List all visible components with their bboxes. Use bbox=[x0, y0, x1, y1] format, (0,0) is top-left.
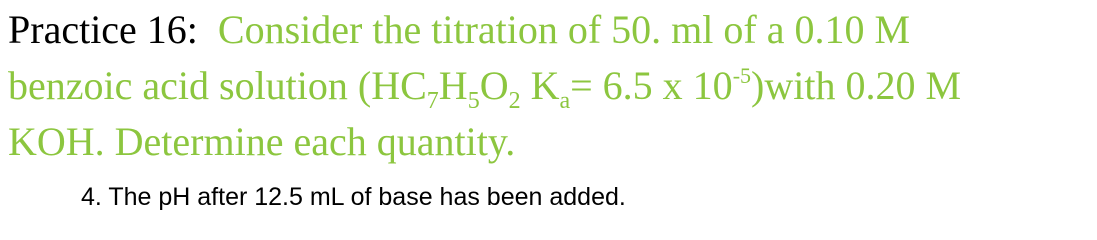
problem-line-1 bbox=[8, 2, 1093, 58]
problem-text-line-1: Consider the titration of 50. ml of a 0.10 M bbox=[217, 7, 911, 52]
problem-text-part-d: K bbox=[520, 63, 560, 108]
question-item: 4. The pH after 12.5 mL of base has been added. bbox=[81, 183, 626, 211]
problem-text-part-c: O bbox=[479, 63, 509, 108]
subscript-2: 2 bbox=[508, 88, 521, 114]
problem-line-3: KOH. Determine each quantity. bbox=[8, 119, 516, 164]
problem-text-part-b: H bbox=[438, 63, 468, 108]
problem-statement bbox=[8, 2, 1093, 170]
problem-text-part-a: benzoic acid solution (HC bbox=[8, 63, 427, 108]
subscript-7: 7 bbox=[426, 88, 439, 114]
practice-label: Practice 16: bbox=[8, 7, 198, 52]
problem-text-part-f: )with 0.20 M bbox=[751, 63, 962, 108]
subscript-5: 5 bbox=[467, 88, 480, 114]
problem-line-2 bbox=[8, 58, 1093, 114]
problem-text-part-e: = 6.5 x 10 bbox=[570, 63, 733, 108]
subscript-a: a bbox=[559, 88, 571, 114]
superscript-exponent: -5 bbox=[732, 63, 752, 88]
